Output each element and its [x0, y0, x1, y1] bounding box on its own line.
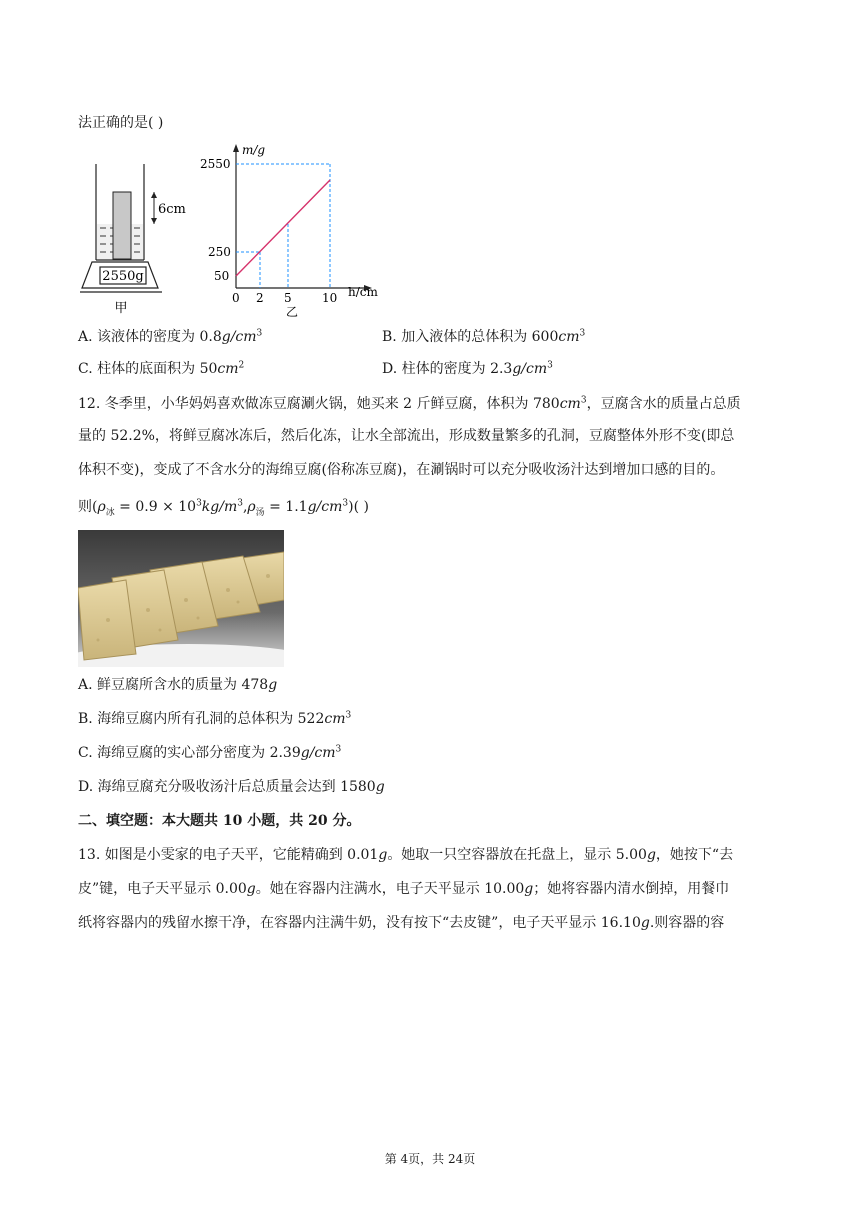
- figure-jia: [78, 158, 186, 320]
- q12-line-2: 量的 52.2%，将鲜豆腐冰冻后，然后化冻，让水全部流出，形成数量繁多的孔洞，豆腐整体外形不变(即总: [78, 428, 735, 444]
- q13-line-3: 纸将容器内的残留水擦干净，在容器内注满牛奶，没有按下“去皮键”，电子天平显示 16.10g.则容器的容: [78, 915, 725, 931]
- mass-height-line: [236, 180, 330, 276]
- section-2-title: 二、填空题：本大题共 10 小题，共 20 分。: [78, 813, 361, 829]
- q12-line-3: 体积不变)，变成了不含水分的海绵豆腐(俗称冻豆腐)，在涮锅时可以充分吸收汤汁达到增加口感的目的。: [78, 462, 725, 478]
- q11-stem-tail: 法正确的是( ): [78, 115, 164, 131]
- q12-option-a[interactable]: A. 鲜豆腐所含水的质量为 478g: [78, 677, 278, 693]
- q11-option-a[interactable]: A. 该液体的密度为 $0.8g/cm^3$: [78, 328, 263, 345]
- x-tick-0: 0: [232, 291, 240, 305]
- x-tick-5: 5: [284, 291, 292, 305]
- x-axis-label: h/cm: [348, 285, 378, 299]
- figure-yi-chart: [196, 138, 392, 318]
- q12-option-b[interactable]: B. 海绵豆腐内所有孔洞的总体积为 $522cm^3$: [78, 710, 352, 727]
- page-footer: 第 4页，共 24页: [384, 1152, 476, 1166]
- series-line: [236, 180, 330, 276]
- q11-option-b[interactable]: B. 加入液体的总体积为 $600cm^3$: [382, 328, 586, 345]
- q12-line-1: 12. 冬季里，小华妈妈喜欢做冻豆腐涮火锅，她买来 2 斤鲜豆腐，体积为 $780cm^3$，豆腐含水的质量占总质: [78, 395, 741, 412]
- y-axis-label: m/g: [242, 143, 266, 157]
- y-tick-250: 250: [208, 245, 231, 259]
- caption-jia: 甲: [114, 301, 128, 316]
- y-tick-50: 50: [214, 269, 230, 283]
- q13-line-1: 13. 如图是小雯家的电子天平，它能精确到 0.01g。她取一只空容器放在托盘上，显示 5.00g，她按下“去: [78, 847, 734, 863]
- q12-option-c[interactable]: C. 海绵豆腐的实心部分密度为 $2.39g/cm^3$: [78, 744, 342, 761]
- x-tick-2: 2: [256, 291, 264, 305]
- y-tick-2550: 2550: [200, 157, 231, 171]
- q12-line-4: 则$(\rho_冰 = 0.9 \times 10^3kg/m^3,\rho_汤 = 1.1g/cm^3)$( ): [78, 498, 369, 518]
- weight-label: 2550g: [102, 269, 144, 284]
- q11-option-d[interactable]: D. 柱体的密度为 $2.3g/cm^3$: [382, 360, 553, 377]
- height-label: 6cm: [158, 202, 186, 217]
- frozen-tofu-photo: [78, 530, 284, 667]
- caption-yi: 乙: [285, 305, 299, 318]
- q12-option-d[interactable]: D. 海绵豆腐充分吸收汤汁后总质量会达到 1580g: [78, 779, 385, 795]
- x-tick-10: 10: [322, 291, 338, 305]
- q13-line-2: 皮”键，电子天平显示 0.00g。她在容器内注满水，电子天平显示 10.00g；她将容器内清水倒掉，用餐巾: [78, 881, 730, 897]
- q11-option-c[interactable]: C. 柱体的底面积为 $50cm^2$: [78, 360, 245, 377]
